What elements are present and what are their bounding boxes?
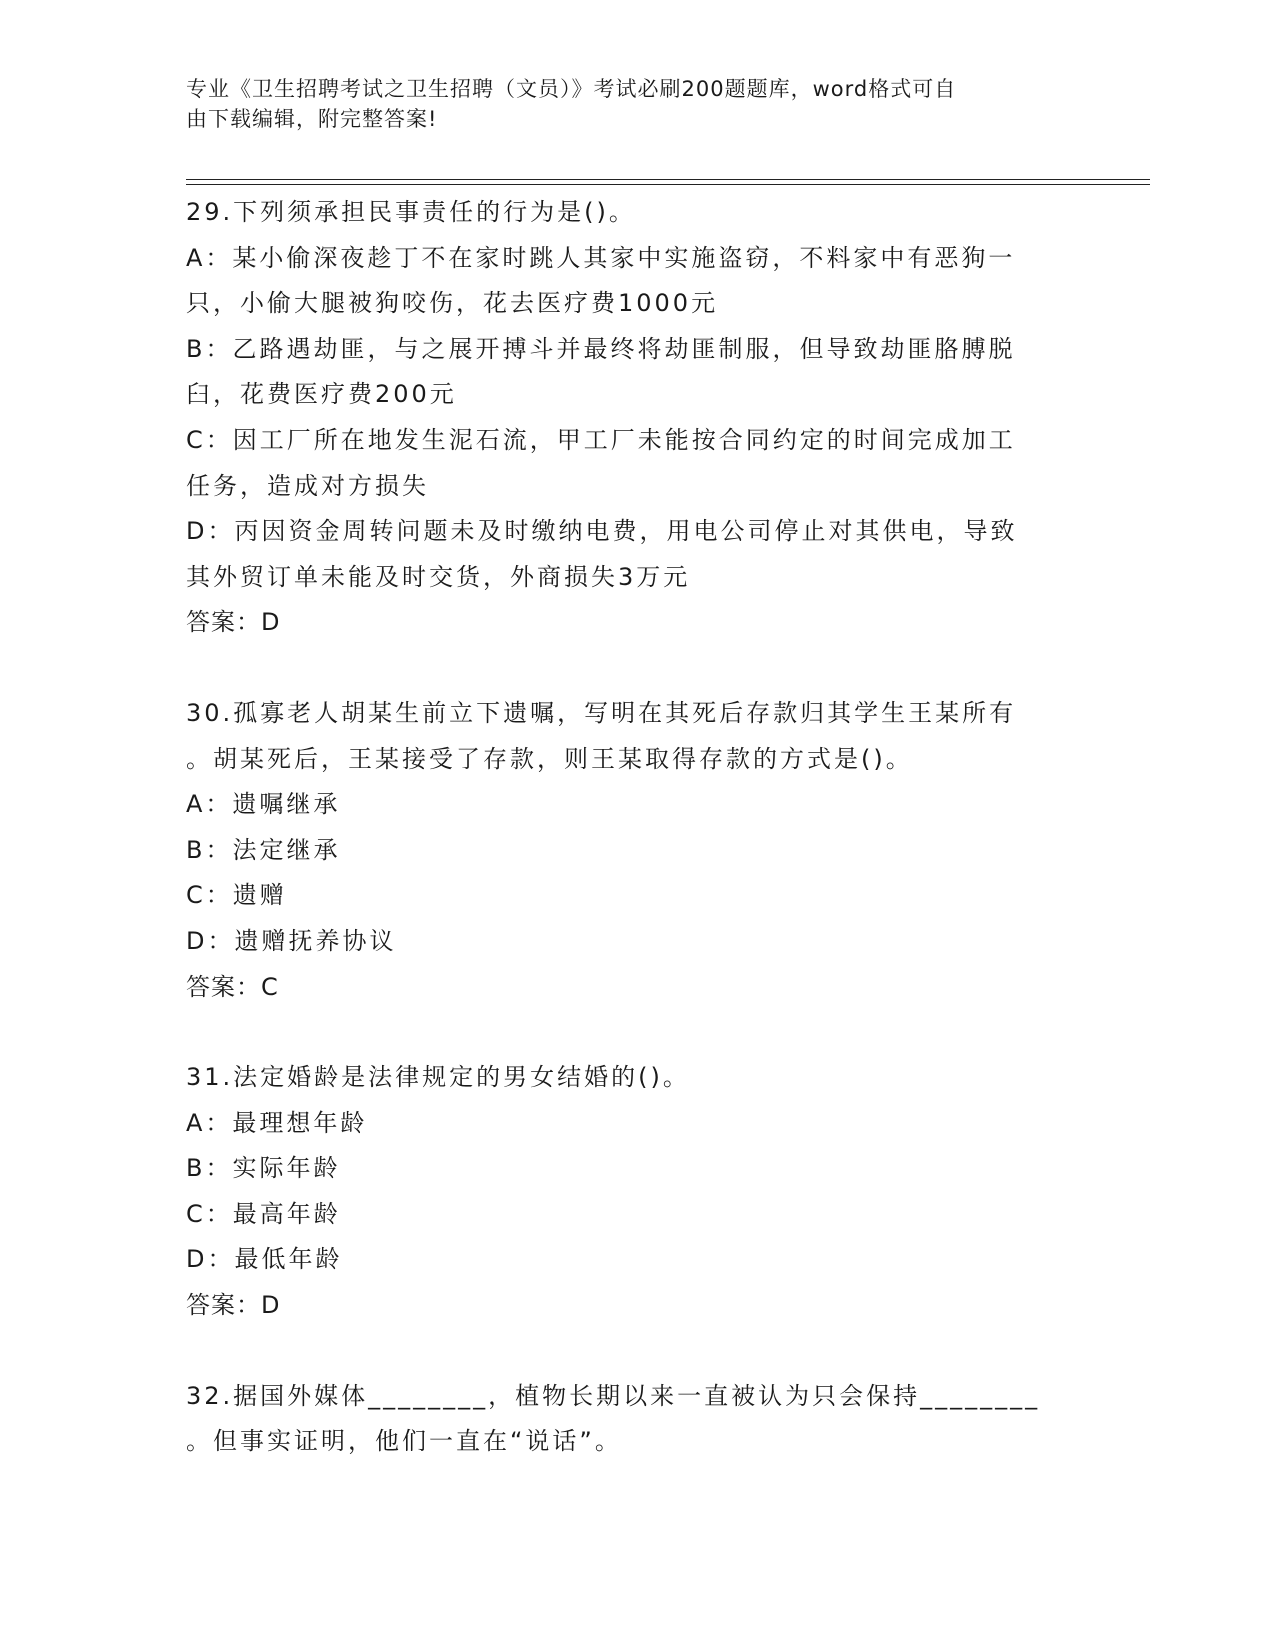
option-line: C：遗赠 [186, 881, 287, 910]
header-line-2: 由下载编辑，附完整答案! [186, 107, 438, 131]
question-block [186, 190, 1076, 646]
option-line: B：乙路遇劫匪，与之展开搏斗并最终将劫匪制服，但导致劫匪胳膊脱 [186, 334, 1016, 363]
option-line: 臼，花费医疗费200元 [186, 380, 457, 409]
option-line: A：遗嘱继承 [186, 790, 341, 819]
option-line: 其外贸订单未能及时交货，外商损失3万元 [186, 562, 691, 591]
option-line: D：最低年龄 [186, 1245, 343, 1274]
option-line: A：最理想年龄 [186, 1108, 368, 1137]
answer-label: 答案：D [186, 1291, 281, 1320]
question-stem-line: 。胡某死后，王某接受了存款，则王某取得存款的方式是()。 [186, 744, 913, 773]
question-stem-line: 。但事实证明，他们一直在“说话”。 [186, 1427, 622, 1456]
answer-label: 答案：D [186, 608, 281, 637]
header-line-1: 专业《卫生招聘考试之卫生招聘（文员）》考试必刷200题题库，word格式可自 [186, 77, 957, 101]
option-line: B：法定继承 [186, 835, 341, 864]
header-rule-top [186, 179, 1150, 180]
option-line: B：实际年龄 [186, 1154, 341, 1183]
question-block [186, 691, 1076, 1010]
option-line: D：遗赠抚养协议 [186, 926, 397, 955]
document-header [186, 74, 1066, 134]
header-rule-bottom [186, 184, 1150, 185]
option-line: C：因工厂所在地发生泥石流，甲工厂未能按合同约定的时间完成加工 [186, 425, 1016, 454]
option-line: 只，小偷大腿被狗咬伤，花去医疗费1000元 [186, 289, 719, 318]
question-block [186, 1055, 1076, 1329]
answer-label: 答案：C [186, 972, 279, 1001]
question-stem-line: 29.下列须承担民事责任的行为是()。 [186, 198, 636, 226]
question-block [186, 1374, 1076, 1465]
question-stem-line: 32.据国外媒体________，植物长期以来一直被认为只会保持________ [186, 1381, 1041, 1410]
question-stem-line: 31.法定婚龄是法律规定的男女结婚的()。 [186, 1063, 690, 1092]
option-line: 任务，造成对方损失 [186, 471, 429, 500]
question-list [186, 190, 1076, 1510]
question-stem-line: 30.孤寡老人胡某生前立下遗嘱，写明在其死后存款归其学生王某所有 [186, 698, 1017, 727]
option-line: C：最高年龄 [186, 1199, 341, 1228]
option-line: D：丙因资金周转问题未及时缴纳电费，用电公司停止对其供电，导致 [186, 517, 1018, 546]
option-line: A：某小偷深夜趁丁不在家时跳人其家中实施盗窃，不料家中有恶狗一 [186, 243, 1016, 272]
